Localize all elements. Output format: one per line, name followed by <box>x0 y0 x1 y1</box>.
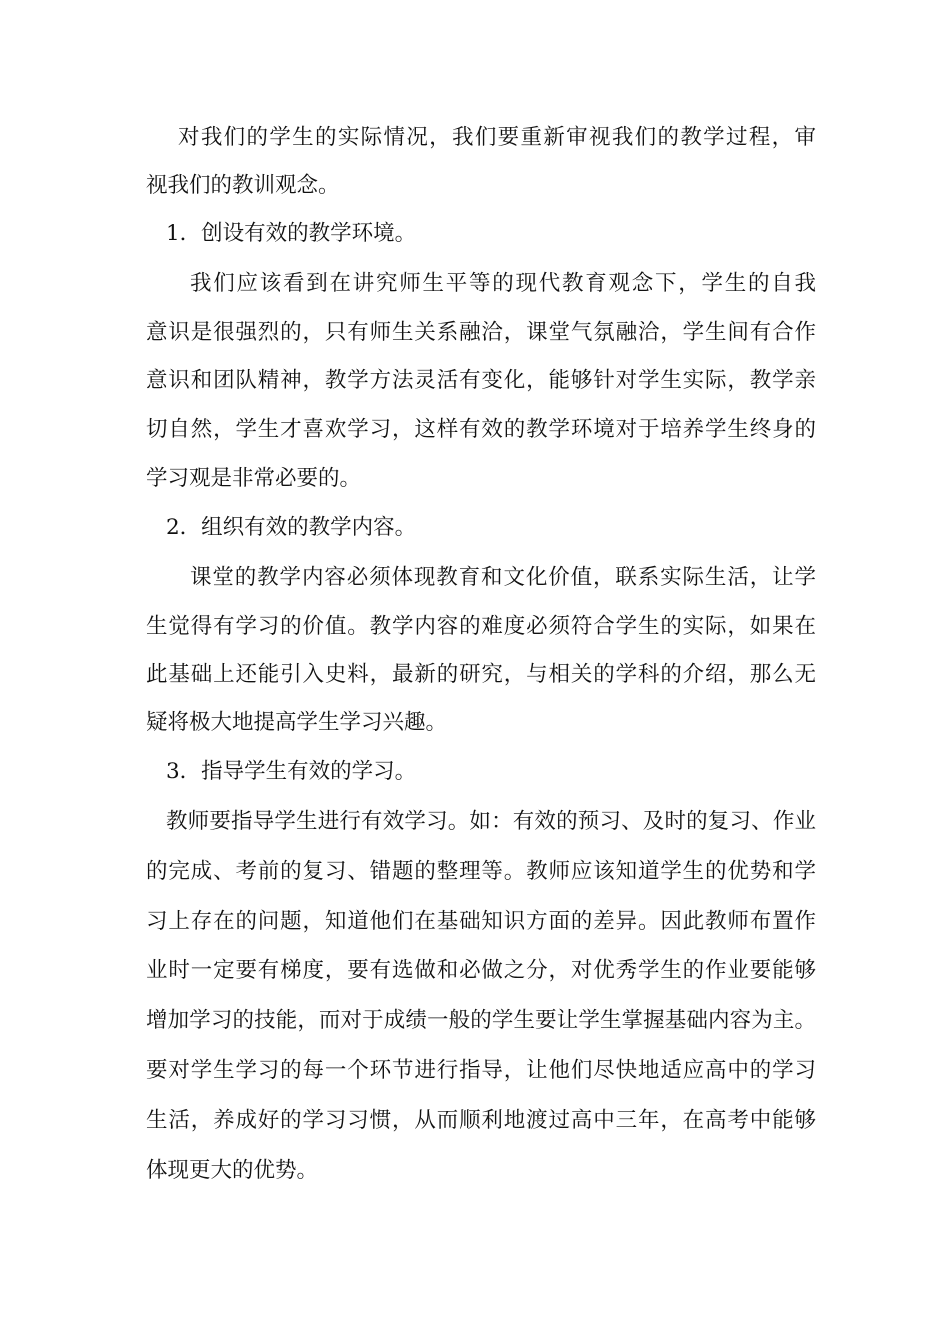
paragraph-line: 此基础上还能引入史料，最新的研究，与相关的学科的介绍，那么无 <box>146 662 816 687</box>
section-heading: 3．指导学生有效的学习。 <box>166 759 417 784</box>
paragraph-line: 意识和团队精神，教学方法灵活有变化，能够针对学生实际，教学亲 <box>146 368 816 393</box>
paragraph-line: 增加学习的技能，而对于成绩一般的学生要让学生掌握基础内容为主。 <box>146 1008 816 1033</box>
paragraph-line: 对我们的学生的实际情况，我们要重新审视我们的教学过程，审 <box>178 125 816 150</box>
section-heading: 1．创设有效的教学环境。 <box>166 221 417 246</box>
paragraph-line: 视我们的教训观念。 <box>146 173 340 198</box>
paragraph-line: 教师要指导学生进行有效学习。如：有效的预习、及时的复习、作业 <box>166 809 816 834</box>
paragraph-line: 生觉得有学习的价值。教学内容的难度必须符合学生的实际，如果在 <box>146 614 816 639</box>
paragraph-line: 疑将极大地提高学生学习兴趣。 <box>146 710 448 735</box>
paragraph-line: 体现更大的优势。 <box>146 1158 319 1183</box>
section-heading: 2．组织有效的教学内容。 <box>166 515 417 540</box>
paragraph-line: 学习观是非常必要的。 <box>146 466 362 491</box>
paragraph-line: 习上存在的问题，知道他们在基础知识方面的差异。因此教师布置作 <box>146 909 816 934</box>
paragraph-line: 的完成、考前的复习、错题的整理等。教师应该知道学生的优势和学 <box>146 859 816 884</box>
paragraph-line: 意识是很强烈的，只有师生关系融洽，课堂气氛融洽，学生间有合作 <box>146 320 816 345</box>
paragraph-line: 生活，养成好的学习习惯，从而顺利地渡过高中三年，在高考中能够 <box>146 1108 816 1133</box>
paragraph-line: 业时一定要有梯度，要有选做和必做之分，对优秀学生的作业要能够 <box>146 958 816 983</box>
paragraph-line: 要对学生学习的每一个环节进行指导，让他们尽快地适应高中的学习 <box>146 1058 816 1083</box>
paragraph-line: 我们应该看到在讲究师生平等的现代教育观念下，学生的自我 <box>190 271 816 296</box>
paragraph-line: 课堂的教学内容必须体现教育和文化价值，联系实际生活，让学 <box>190 565 816 590</box>
paragraph-line: 切自然，学生才喜欢学习，这样有效的教学环境对于培养学生终身的 <box>146 417 816 442</box>
